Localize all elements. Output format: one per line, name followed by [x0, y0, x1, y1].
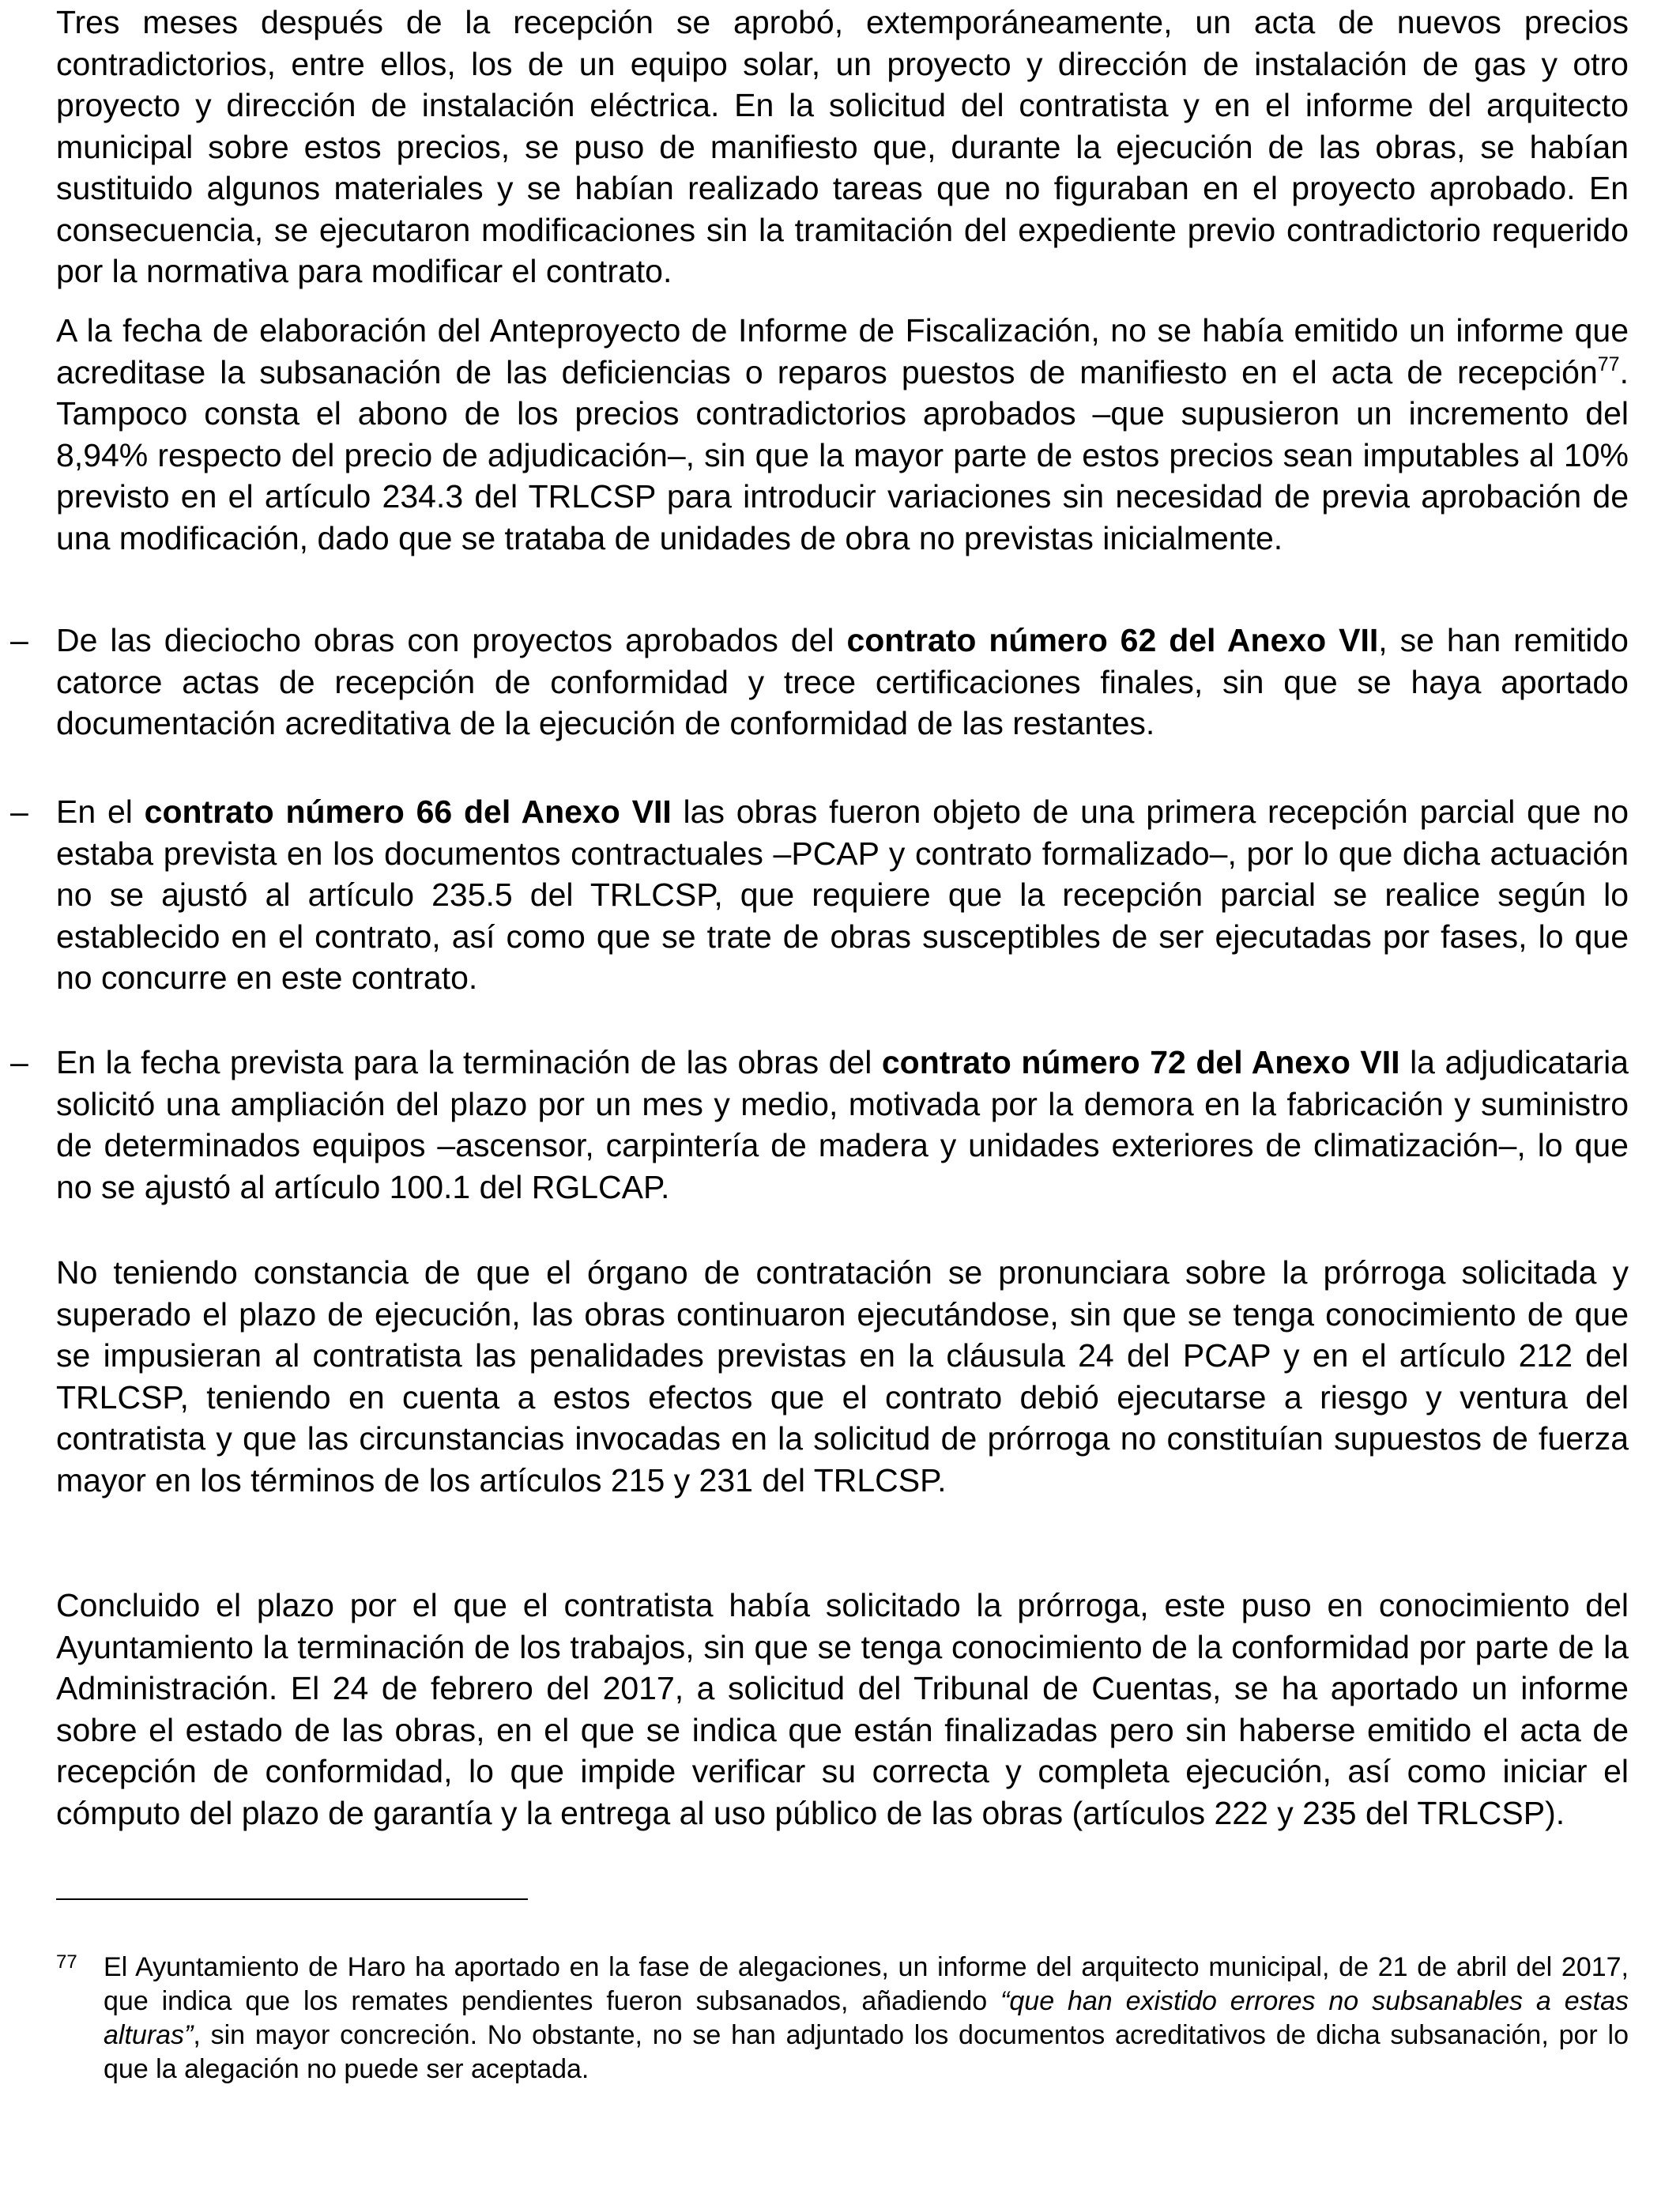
- list-item-contrato-62: [10, 620, 1629, 745]
- paragraph-text: Concluido el plazo por el que el contratista había solicitado la prórroga, este puso en conocimiento del Ayuntamiento la terminación de los trabajos, sin que se tenga conocimiento de la conformidad por parte de la Administración. El 24 de febrero del 2017, a solicitud del Tribunal de Cuentas, se ha aportado un informe sobre el estado de las obras, en el que se indica que están finalizadas pero sin haberse emitido el acta de recepción de conformidad, lo que impide verificar su correcta y completa ejecución, así como iniciar el cómputo del plazo de garantía y la entrega al uso público de las obras (artículos 222 y 235 del TRLCSP).: [56, 1587, 1629, 1831]
- footnote-text-part: , sin mayor concreción. No obstante, no se han adjuntado los documentos acreditativos de dicha subsanación, por lo que la alegación no puede ser aceptada.: [104, 2020, 1629, 2084]
- footnote-text: [104, 1951, 1629, 2087]
- bullet-bold-text: contrato número 62 del Anexo VII: [846, 622, 1379, 658]
- paragraph-text: . Tampoco consta el abono de los precios contradictorios aprobados –que supusieron un incremento del 8,94% respecto del precio de adjudicación–, sin que la mayor parte de estos precios sean imputables al 10% previsto en el artículo 234.3 del TRLCSP para introducir variaciones sin necesidad de previa aprobación de una modificación, dado que se trataba de unidades de obra no previstas inicialmente.: [56, 353, 1629, 556]
- bullet-text: la adjudicataria solicitó una ampliación del plazo por un mes y medio, motivada por la demora en la fabricación y suministro de determinados equipos –ascensor, carpintería de madera y unidades exteriores de climatización–, lo que no se ajustó al artículo 100.1 del RGLCAP.: [56, 1044, 1629, 1205]
- paragraph-prorroga: [56, 1252, 1629, 1501]
- bullet-text: , se han remitido catorce actas de recepción de conformidad y trece certificaciones finales, sin que se haya aportado documentación acreditativa de la ejecución de conformidad de las restantes.: [56, 622, 1629, 741]
- paragraph-conclusion: [56, 1585, 1629, 1834]
- dash-bullet: –: [10, 1044, 28, 1080]
- footnote-separator: [56, 1898, 528, 1900]
- bullet-text: En la fecha prevista para la terminación de las obras del: [56, 1044, 882, 1080]
- footnote-quote: “que han existido errores no subsanables a estas alturas”: [104, 1986, 1629, 2050]
- footnote: [56, 1951, 1629, 2087]
- dash-bullet: –: [10, 622, 28, 658]
- paragraph-text: No teniendo constancia de que el órgano de contratación se pronunciara sobre la prórroga solicitada y superado el plazo de ejecución, las obras continuaron ejecutándose, sin que se tenga conocimiento de que se impusieran al contratista las penalidades previstas en la cláusula 24 del PCAP y en el artículo 212 del TRLCSP, teniendo en cuenta a estos efectos que el contrato debió ejecutarse a riesgo y ventura del contratista y que las circunstancias invocadas en la solicitud de prórroga no constituían supuestos de fuerza mayor en los términos de los artículos 215 y 231 del TRLCSP.: [56, 1254, 1629, 1498]
- list-item-contrato-66: [10, 791, 1629, 999]
- paragraph-precios-contradictorios: [56, 2, 1629, 292]
- list-item-contrato-72: [10, 1042, 1629, 1208]
- bullet-bold-text: contrato número 66 del Anexo VII: [144, 794, 672, 830]
- bullet-text: En el: [56, 794, 145, 830]
- paragraph-text: A la fecha de elaboración del Anteproyecto de Informe de Fiscalización, no se había emitido un informe que acreditase la subsanación de las deficiencias o reparos puestos de manifiesto en el acta de recepción: [56, 312, 1629, 390]
- dash-bullet: –: [10, 794, 28, 830]
- footnote-reference[interactable]: 77: [1597, 352, 1620, 375]
- bullet-text: las obras fueron objeto de una primera recepción parcial que no estaba prevista en los documentos contractuales –PCAP y contrato formalizado–, por lo que dicha actuación no se ajustó al artículo 235.5 del TRLCSP, que requiere que la recepción parcial se realice según lo establecido en el contrato, así como que se trate de obras susceptibles de ser ejecutadas por fases, lo que no concurre en este contrato.: [56, 794, 1629, 996]
- footnote-text-part: El Ayuntamiento de Haro ha aportado en la fase de alegaciones, un informe del arquitecto municipal, de 21 de abril del 2017, que indica que los remates pendientes fueron subsanados, añadiendo: [104, 1952, 1629, 2016]
- bullet-bold-text: contrato número 72 del Anexo VII: [881, 1044, 1400, 1080]
- bullet-text: De las dieciocho obras con proyectos aprobados del: [56, 622, 847, 658]
- paragraph-text: Tres meses después de la recepción se aprobó, extemporáneamente, un acta de nuevos precios contradictorios, entre ellos, los de un equipo solar, un proyecto y dirección de instalación de gas y otro proyecto y dirección de instalación eléctrica. En la solicitud del contratista y en el informe del arquitecto municipal sobre estos precios, se puso de manifiesto que, durante la ejecución de las obras, se habían sustituido algunos materiales y se habían realizado tareas que no figuraban en el proyecto aprobado. En consecuencia, se ejecutaron modificaciones sin la tramitación del expediente previo contradictorio requerido por la normativa para modificar el contrato.: [56, 4, 1629, 289]
- footnote-number: 77: [56, 1951, 77, 1973]
- paragraph-anteproyecto: [56, 310, 1629, 559]
